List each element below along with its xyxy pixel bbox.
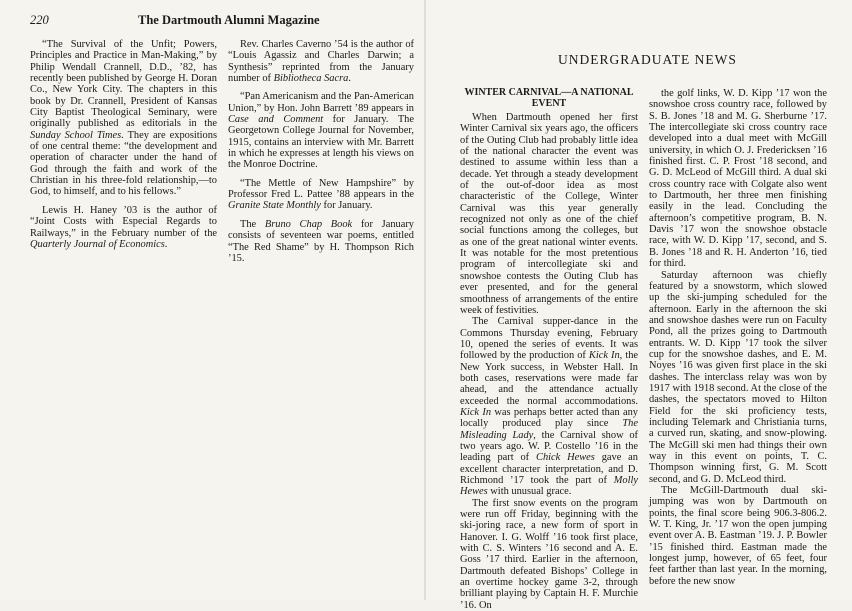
text-run: for January consists of seventeen war poems, entitled “The Red Shame” by H. Thompson Rich ’15.	[228, 218, 414, 264]
paragraph	[228, 178, 414, 212]
italic-title: Kick In	[588, 350, 620, 362]
article-title: WINTER CARNIVAL—A NATIONAL EVENT	[464, 87, 634, 109]
text-run: The Carnival supper-dance in the Commons Thursday evening, February 10, opened the series of events. It was followed by the production of	[460, 316, 638, 362]
text-run: .	[348, 73, 351, 85]
text-run: , the New York success, in Webster Hall. In both cases, reservations were made far ahead, and the attendance actually exceeded the normal accommodations.	[460, 350, 639, 407]
text-run: for January.	[320, 200, 373, 212]
italic-title: Quarterly Journal of Economics	[30, 238, 165, 250]
italic-title: Chick Hewes	[536, 452, 595, 464]
paragraph	[460, 316, 638, 498]
italic-title: The Misleading Lady	[460, 418, 638, 441]
right-column-2	[649, 88, 827, 587]
italic-title: Case and Comment	[228, 114, 324, 126]
italic-title: Bruno Chap Book	[264, 218, 353, 230]
paragraph	[460, 498, 638, 611]
paragraph	[649, 88, 827, 270]
text-run: for January. The Georgetown College Journal for November, 1915, contains an interview with Mr. Barrett in which he expresses at length his views on the Monroe Doctrine.	[228, 114, 414, 171]
text-run: with unusual grace.	[487, 486, 572, 498]
paragraph	[649, 485, 827, 587]
italic-title: Granite State Monthly	[228, 200, 321, 212]
text-run: The first snow events on the program were run off Friday, beginning with the ski-joring race, a new form of sport in Hanover. I. G. Wolff ’16 took first place, with C. S. Winters ’16 second and A. E. Goss ’17 third. Earlier in the afternoon, Dartmouth defeated Bishops’ College in an overtime hockey game 3-2, through brilliant playing by Captain H. F. Murchie ’16. On	[460, 497, 638, 611]
left-page	[0, 0, 426, 600]
paragraph	[228, 91, 414, 170]
text-run: When Dartmouth opened her first Winter Carnival six years ago, the officers of the Outing Club had probably little idea of the national character the event was destined to assume within less than a decade. Yet through a steady development of the out-of-door idea as most characteristic of the College, Winter Carnival was this year generally recognized not only as one of the chief social functions among the colleges, but as one of the great national winter events. It was notable for the most pretentious program of intercollegiate ski and snowshoe contests the Outing Club has ever presented, and for the general smoothness of arrangements of the entire week of festivities.	[460, 112, 638, 316]
italic-title: Bibliotheca Sacra	[273, 73, 349, 85]
section-title: UNDERGRADUATE NEWS	[558, 52, 737, 67]
text-run: “The Survival of the Unfit; Powers, Principles and Practice in Man-Making,” by Philip Wendall Crannell, D.D., ’82, has recently been published by George H. Doran Co., New York City. The chapters in this book by Dr. Crannell, President of Kansas City Baptist Theological Seminary, were originally published as editorials in the	[30, 39, 217, 130]
paragraph	[649, 270, 827, 486]
text-run: . They are expositions of one central theme: “the development and operation of character under the hand of God through the faith and work of the Christian in his three-fold relationship,—to God, to himself, and to his fellows.”	[30, 129, 217, 198]
text-run: Saturday afternoon was chiefly featured by a snowstorm, which slowed up the ski-jumping scheduled for the afternoon. Early in the afternoon the ski and snowshoe dashes were run on Faculty Pond, all the prizes going to Dartmouth entrants. W. D. Kipp ’17 took the silver cup for the snowshoe dashes, and E. M. Noyes ’16 was given first place in the ski dashes. The interclass relay was won by 1917 with 1918 second. At the close of the dashes, the spectators moved to Hilton Field for the ski proficiency tests, including Telemark and Christiania turns, a curved run, skating, and snow-plowing. The McGill ski men had things their own way in this event on points, T. C. Thompson winning first, G. M. Scott second, and G. D. McLeod third.	[649, 269, 827, 485]
text-run: “The Mettle of New Hampshire” by Professor Fred L. Pattee ’88 appears in the	[228, 177, 414, 201]
paragraph	[30, 39, 217, 198]
paragraph	[228, 219, 414, 264]
left-column-2	[228, 39, 414, 264]
magazine-title: The Dartmouth Alumni Magazine	[138, 13, 320, 27]
text-run: “Pan Americanism and the Pan-American Union,” by Hon. John Barrett ’89 appears in	[228, 91, 414, 114]
text-run: , the Carnival show of two years ago. W. P. Costello ’16 in the leading part of	[460, 429, 638, 464]
paragraph	[228, 39, 414, 84]
text-run: was perhaps better acted than any locally produced play since	[460, 406, 639, 430]
right-column-1	[460, 112, 638, 611]
page-number: 220	[30, 13, 49, 27]
text-run: Lewis H. Haney ’03 is the author of “Joint Costs with Especial Regards to Railways,” in the February number of the	[30, 204, 217, 239]
italic-title: Molly Hewes	[460, 475, 638, 498]
text-run: .	[164, 238, 168, 250]
text-run: gave an excellent character interpretation, and D. Richmond ’17 took the part of	[460, 452, 638, 486]
italic-title: Sunday School Times	[30, 129, 122, 141]
text-run: The	[240, 218, 265, 230]
text-run: The McGill-Dartmouth dual ski-jumping was won by Dartmouth on points, the final score being 906.3-806.2. W. T. King, Jr. ’17 won the open jumping event over A. B. Eastman ’19. J. P. Bowler ’15 finished third. Eastman made the longest jump, however, of 65 feet, four feet farther than last year. In the morning, before the new snow	[649, 485, 827, 587]
text-run: Rev. Charles Caverno ’54 is the author of “Louis Agassiz and Charles Darwin; a Synthesis” reprinted from the January number of	[228, 39, 414, 85]
paragraph	[30, 205, 217, 250]
paragraph	[460, 112, 638, 316]
italic-title: Kick In	[460, 406, 492, 418]
left-column-1	[30, 39, 217, 250]
text-run: the golf links, W. D. Kipp ’17 won the snowshoe cross country race, followed by S. B. Jones ’18 and M. G. Sherburne ’17. The intercollegiate ski cross country race developed into a dual meet with McGill university, in which O. J. Fredericksen ’16 finished first. C. P. Frost ’18 second, and G. D. McLeod of McGill third. A dual ski cross country race with Colgate also went to Dartmouth, her three men finishing easily in the lead. Concluding the afternoon’s competitive program, B. N. Davis ’17 won the snowshoe obstacle race, with W. D. Kipp ’17, second, and S. B. Jones ’18 and R. H. Anderton ’16, tied for third.	[649, 88, 827, 270]
